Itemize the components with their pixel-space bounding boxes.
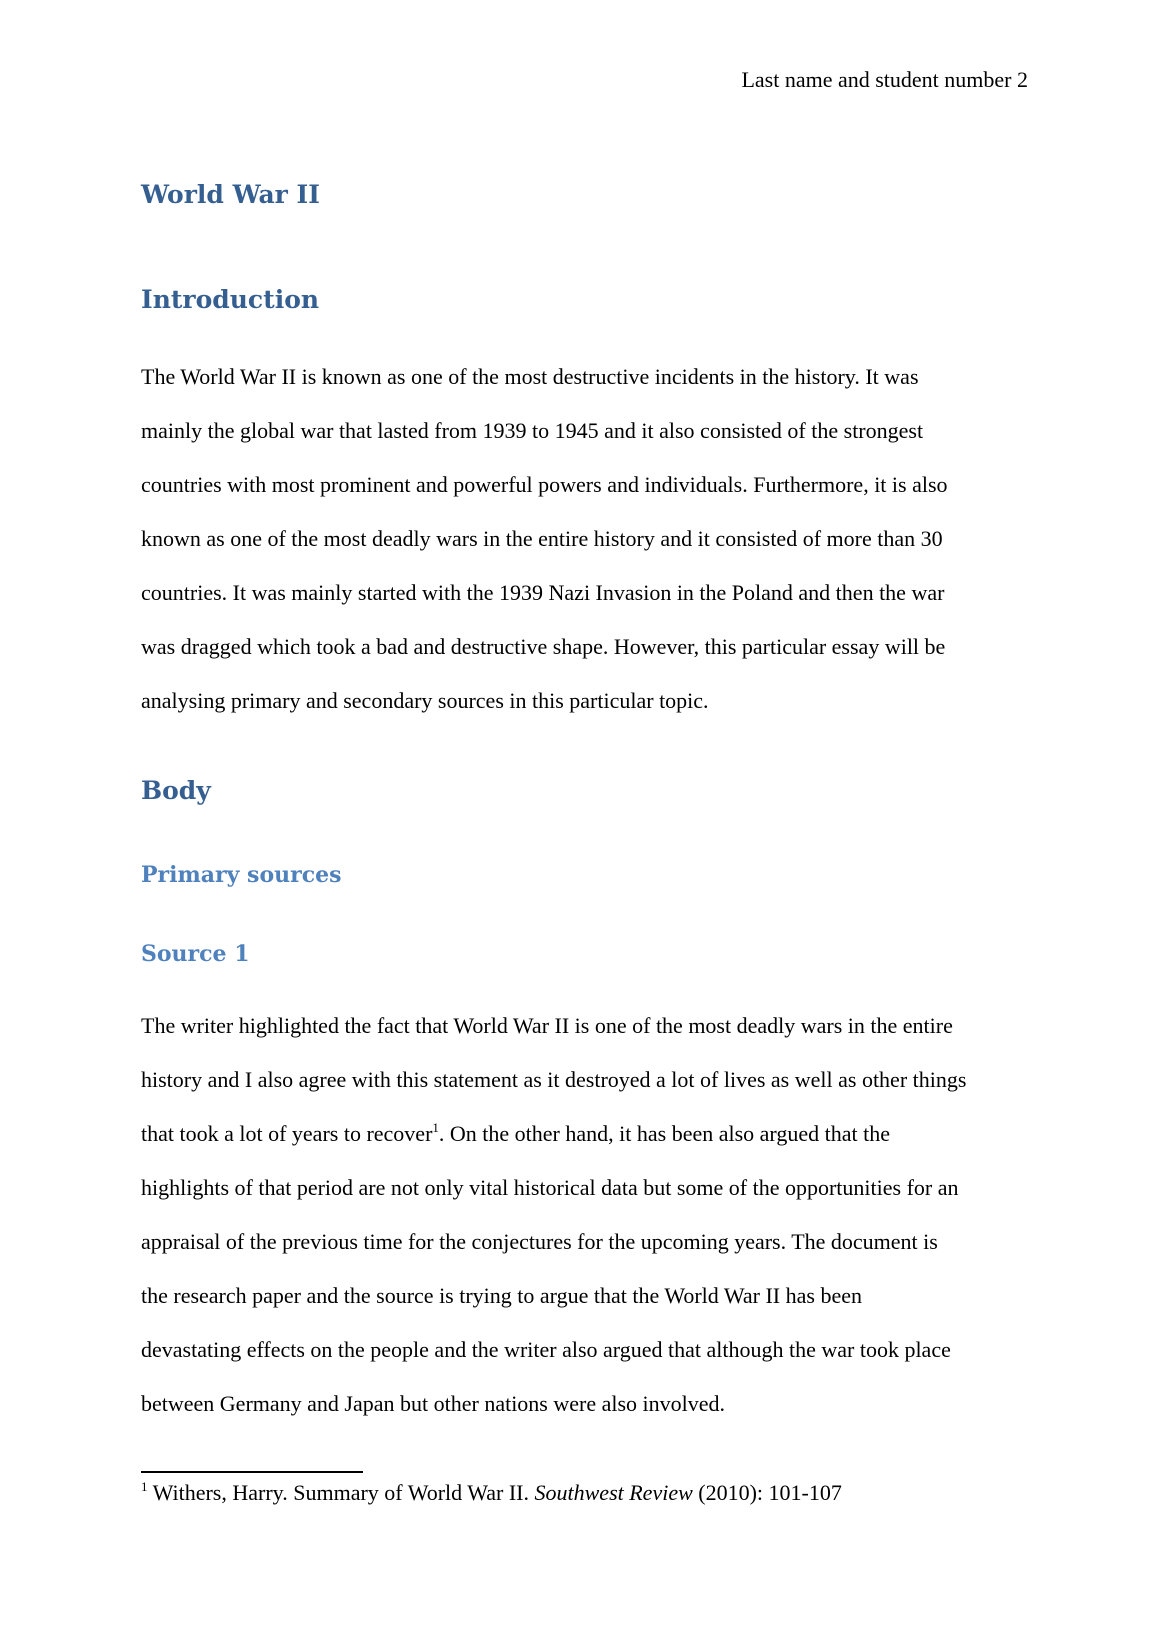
paragraph-line: between Germany and Japan but other nations were also involved. [141, 1391, 726, 1416]
footnote-marker: 1 [141, 1479, 148, 1494]
paragraph-line: countries. It was mainly started with the 1939 Nazi Invasion in the Poland and then the war [141, 580, 945, 605]
paragraph-line: mainly the global war that lasted from 1939 to 1945 and it also consisted of the strongest [141, 418, 924, 443]
paragraph-line-with-footnote [141, 1107, 1031, 1161]
introduction-heading: Introduction [141, 285, 320, 314]
line-text: . On the other hand, it has been also argued that the [438, 1121, 890, 1146]
paragraph-line: The World War II is known as one of the most destructive incidents in the history. It was [141, 364, 919, 389]
source-1-heading: Source 1 [141, 941, 250, 967]
footnote-journal: Southwest Review [534, 1480, 693, 1505]
footnote-reference[interactable]: 1 [432, 1120, 439, 1135]
paragraph-line: devastating effects on the people and the writer also argued that although the war took place [141, 1337, 951, 1362]
paragraph-line: The writer highlighted the fact that World War II is one of the most deadly wars in the entire [141, 1013, 953, 1038]
paragraph-line: known as one of the most deadly wars in the entire history and it consisted of more than 30 [141, 526, 943, 551]
footnote-text: Withers, Harry. Summary of World War II. [147, 1480, 535, 1505]
paragraph-line: history and I also agree with this statement as it destroyed a lot of lives as well as other things [141, 1067, 967, 1092]
primary-sources-heading: Primary sources [141, 862, 342, 888]
paragraph-line: appraisal of the previous time for the conjectures for the upcoming years. The document is [141, 1229, 938, 1254]
paragraph-line: analysing primary and secondary sources in this particular topic. [141, 688, 709, 713]
document-title: World War II [141, 180, 320, 209]
footnote [141, 1479, 842, 1507]
footnote-text: (2010): 101-107 [692, 1480, 842, 1505]
source-1-paragraph [141, 999, 1031, 1431]
introduction-paragraph [141, 350, 1031, 728]
body-heading: Body [141, 776, 211, 805]
paragraph-line: countries with most prominent and powerful powers and individuals. Furthermore, it is also [141, 472, 948, 497]
paragraph-line: the research paper and the source is trying to argue that the World War II has been [141, 1283, 862, 1308]
footnote-separator [141, 1471, 363, 1473]
paragraph-line: was dragged which took a bad and destructive shape. However, this particular essay will be [141, 634, 946, 659]
line-text: that took a lot of years to recover [141, 1121, 433, 1146]
running-head: Last name and student number 2 [741, 67, 1028, 92]
paragraph-line: highlights of that period are not only vital historical data but some of the opportunities for an [141, 1175, 959, 1200]
